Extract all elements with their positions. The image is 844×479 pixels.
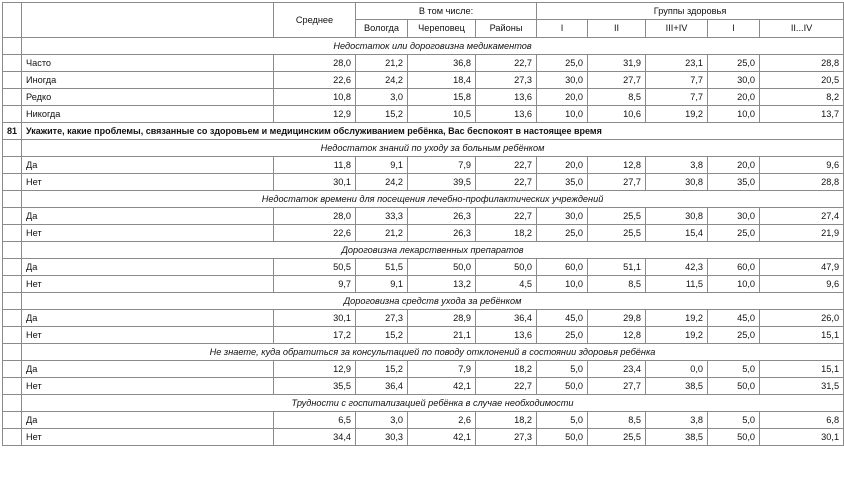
- row-num-cell: [3, 361, 22, 378]
- answer-label: Часто: [22, 55, 274, 72]
- answer-label: Нет: [22, 378, 274, 395]
- value-cell: 0,0: [646, 361, 708, 378]
- row-num-cell: [3, 429, 22, 446]
- row-num-cell: [3, 157, 22, 174]
- header-row-top: [3, 3, 844, 20]
- value-cell: 12,8: [588, 327, 646, 344]
- value-cell: 25,0: [537, 225, 588, 242]
- answer-label: Да: [22, 208, 274, 225]
- category-label: Недостаток знаний по уходу за больным ребёнком: [22, 140, 844, 157]
- value-cell: 47,9: [760, 259, 844, 276]
- answer-label: Да: [22, 157, 274, 174]
- value-cell: 50,0: [537, 378, 588, 395]
- value-cell: 3,0: [356, 89, 408, 106]
- value-cell: 22,7: [476, 174, 537, 191]
- value-cell: 45,0: [537, 310, 588, 327]
- value-cell: 7,7: [646, 72, 708, 89]
- row-num-cell: [3, 344, 22, 361]
- value-cell: 24,2: [356, 174, 408, 191]
- data-row: [3, 174, 844, 191]
- value-cell: 7,7: [646, 89, 708, 106]
- data-row: [3, 55, 844, 72]
- value-cell: 3,8: [646, 412, 708, 429]
- question-number: 81: [3, 123, 22, 140]
- value-cell: 13,6: [476, 106, 537, 123]
- value-cell: 10,0: [537, 276, 588, 293]
- row-num-cell: [3, 395, 22, 412]
- question-row: [3, 123, 844, 140]
- value-cell: 9,6: [760, 276, 844, 293]
- value-cell: 23,1: [646, 55, 708, 72]
- category-label: Трудности с госпитализацией ребёнка в случае необходимости: [22, 395, 844, 412]
- value-cell: 9,7: [274, 276, 356, 293]
- value-cell: 25,0: [708, 225, 760, 242]
- value-cell: 17,2: [274, 327, 356, 344]
- value-cell: 6,8: [760, 412, 844, 429]
- header-average: Среднее: [274, 3, 356, 38]
- value-cell: 12,9: [274, 106, 356, 123]
- question-text: Укажите, какие проблемы, связанные со здоровьем и медицинским обслуживанием ребёнка, Вас беспокоят в настоящее время: [22, 123, 844, 140]
- value-cell: 3,8: [646, 157, 708, 174]
- value-cell: 8,5: [588, 412, 646, 429]
- value-cell: 22,7: [476, 208, 537, 225]
- value-cell: 5,0: [708, 412, 760, 429]
- answer-label: Никогда: [22, 106, 274, 123]
- value-cell: 35,5: [274, 378, 356, 395]
- category-label: Недостаток или дороговизна медикаментов: [22, 38, 844, 55]
- data-row: [3, 72, 844, 89]
- value-cell: 2,6: [408, 412, 476, 429]
- category-label: Не знаете, куда обратиться за консультацией по поводу отклонений в состоянии здоровья ребёнка: [22, 344, 844, 361]
- answer-label: Редко: [22, 89, 274, 106]
- value-cell: 28,8: [760, 174, 844, 191]
- answer-label: Нет: [22, 174, 274, 191]
- value-cell: 50,0: [537, 429, 588, 446]
- value-cell: 8,2: [760, 89, 844, 106]
- value-cell: 39,5: [408, 174, 476, 191]
- row-num-cell: [3, 140, 22, 157]
- value-cell: 21,2: [356, 55, 408, 72]
- value-cell: 26,3: [408, 225, 476, 242]
- value-cell: 8,5: [588, 276, 646, 293]
- data-row: [3, 208, 844, 225]
- value-cell: 50,0: [708, 378, 760, 395]
- header-districts: Районы: [476, 20, 537, 38]
- value-cell: 15,2: [356, 327, 408, 344]
- data-row: [3, 412, 844, 429]
- value-cell: 15,1: [760, 361, 844, 378]
- value-cell: 21,9: [760, 225, 844, 242]
- value-cell: 18,2: [476, 361, 537, 378]
- value-cell: 22,7: [476, 157, 537, 174]
- row-num-cell: [3, 378, 22, 395]
- value-cell: 28,8: [760, 55, 844, 72]
- category-label: Дороговизна средств ухода за ребёнком: [22, 293, 844, 310]
- answer-label: Да: [22, 361, 274, 378]
- value-cell: 15,8: [408, 89, 476, 106]
- value-cell: 36,4: [476, 310, 537, 327]
- value-cell: 24,2: [356, 72, 408, 89]
- value-cell: 25,0: [537, 55, 588, 72]
- value-cell: 50,0: [476, 259, 537, 276]
- value-cell: 31,9: [588, 55, 646, 72]
- value-cell: 42,3: [646, 259, 708, 276]
- value-cell: 29,8: [588, 310, 646, 327]
- value-cell: 15,2: [356, 106, 408, 123]
- value-cell: 42,1: [408, 378, 476, 395]
- value-cell: 7,9: [408, 361, 476, 378]
- row-num-cell: [3, 72, 22, 89]
- survey-results-table: [2, 2, 844, 446]
- category-row: [3, 38, 844, 55]
- value-cell: 19,2: [646, 327, 708, 344]
- value-cell: 60,0: [537, 259, 588, 276]
- value-cell: 35,0: [708, 174, 760, 191]
- data-row: [3, 378, 844, 395]
- data-row: [3, 106, 844, 123]
- value-cell: 9,6: [760, 157, 844, 174]
- header-group-ii: II: [588, 20, 646, 38]
- answer-label: Нет: [22, 276, 274, 293]
- header-including: В том числе:: [356, 3, 537, 20]
- value-cell: 36,8: [408, 55, 476, 72]
- value-cell: 12,9: [274, 361, 356, 378]
- row-num-cell: [3, 106, 22, 123]
- row-num-cell: [3, 89, 22, 106]
- value-cell: 26,0: [760, 310, 844, 327]
- value-cell: 45,0: [708, 310, 760, 327]
- value-cell: 13,6: [476, 327, 537, 344]
- value-cell: 12,8: [588, 157, 646, 174]
- answer-label: Иногда: [22, 72, 274, 89]
- value-cell: 25,5: [588, 429, 646, 446]
- row-num-cell: [3, 55, 22, 72]
- value-cell: 15,1: [760, 327, 844, 344]
- row-num-cell: [3, 242, 22, 259]
- value-cell: 20,0: [537, 157, 588, 174]
- value-cell: 21,1: [408, 327, 476, 344]
- row-num-cell: [3, 310, 22, 327]
- value-cell: 27,7: [588, 72, 646, 89]
- value-cell: 30,8: [646, 174, 708, 191]
- value-cell: 10,6: [588, 106, 646, 123]
- answer-label: Да: [22, 259, 274, 276]
- value-cell: 30,1: [274, 310, 356, 327]
- value-cell: 4,5: [476, 276, 537, 293]
- value-cell: 27,3: [476, 72, 537, 89]
- value-cell: 15,2: [356, 361, 408, 378]
- value-cell: 5,0: [537, 361, 588, 378]
- data-row: [3, 259, 844, 276]
- value-cell: 11,8: [274, 157, 356, 174]
- category-label: Недостаток времени для посещения лечебно-профилактических учреждений: [22, 191, 844, 208]
- value-cell: 27,3: [476, 429, 537, 446]
- value-cell: 34,4: [274, 429, 356, 446]
- row-num-cell: [3, 225, 22, 242]
- value-cell: 26,3: [408, 208, 476, 225]
- value-cell: 20,0: [708, 89, 760, 106]
- category-row: [3, 293, 844, 310]
- header-blank-num: [3, 3, 22, 38]
- value-cell: 60,0: [708, 259, 760, 276]
- value-cell: 30,0: [537, 72, 588, 89]
- row-num-cell: [3, 276, 22, 293]
- answer-label: Нет: [22, 225, 274, 242]
- row-num-cell: [3, 38, 22, 55]
- category-row: [3, 242, 844, 259]
- value-cell: 50,0: [408, 259, 476, 276]
- value-cell: 27,7: [588, 174, 646, 191]
- value-cell: 30,1: [760, 429, 844, 446]
- value-cell: 38,5: [646, 429, 708, 446]
- value-cell: 25,0: [537, 327, 588, 344]
- value-cell: 35,0: [537, 174, 588, 191]
- header-group-ii-iv: II...IV: [760, 20, 844, 38]
- value-cell: 22,7: [476, 55, 537, 72]
- answer-label: Нет: [22, 429, 274, 446]
- data-row: [3, 361, 844, 378]
- value-cell: 18,4: [408, 72, 476, 89]
- value-cell: 51,5: [356, 259, 408, 276]
- value-cell: 30,0: [537, 208, 588, 225]
- value-cell: 19,2: [646, 106, 708, 123]
- value-cell: 5,0: [537, 412, 588, 429]
- value-cell: 18,2: [476, 225, 537, 242]
- row-num-cell: [3, 174, 22, 191]
- value-cell: 10,0: [708, 276, 760, 293]
- value-cell: 33,3: [356, 208, 408, 225]
- value-cell: 6,5: [274, 412, 356, 429]
- data-row: [3, 429, 844, 446]
- value-cell: 13,7: [760, 106, 844, 123]
- value-cell: 7,9: [408, 157, 476, 174]
- value-cell: 50,5: [274, 259, 356, 276]
- value-cell: 9,1: [356, 276, 408, 293]
- table-body: [3, 3, 844, 446]
- value-cell: 22,7: [476, 378, 537, 395]
- value-cell: 25,0: [708, 327, 760, 344]
- header-blank-label: [22, 3, 274, 38]
- value-cell: 38,5: [646, 378, 708, 395]
- answer-label: Да: [22, 310, 274, 327]
- data-row: [3, 225, 844, 242]
- value-cell: 23,4: [588, 361, 646, 378]
- value-cell: 18,2: [476, 412, 537, 429]
- answer-label: Да: [22, 412, 274, 429]
- value-cell: 50,0: [708, 429, 760, 446]
- value-cell: 27,3: [356, 310, 408, 327]
- value-cell: 15,4: [646, 225, 708, 242]
- row-num-cell: [3, 208, 22, 225]
- value-cell: 30,1: [274, 174, 356, 191]
- value-cell: 27,7: [588, 378, 646, 395]
- value-cell: 30,3: [356, 429, 408, 446]
- value-cell: 27,4: [760, 208, 844, 225]
- value-cell: 28,9: [408, 310, 476, 327]
- value-cell: 20,0: [537, 89, 588, 106]
- value-cell: 20,0: [708, 157, 760, 174]
- value-cell: 10,8: [274, 89, 356, 106]
- header-group-i: I: [537, 20, 588, 38]
- value-cell: 36,4: [356, 378, 408, 395]
- row-num-cell: [3, 412, 22, 429]
- category-row: [3, 140, 844, 157]
- value-cell: 22,6: [274, 225, 356, 242]
- value-cell: 8,5: [588, 89, 646, 106]
- data-row: [3, 89, 844, 106]
- value-cell: 19,2: [646, 310, 708, 327]
- value-cell: 25,5: [588, 225, 646, 242]
- row-num-cell: [3, 293, 22, 310]
- category-row: [3, 395, 844, 412]
- value-cell: 25,5: [588, 208, 646, 225]
- data-row: [3, 310, 844, 327]
- value-cell: 10,0: [708, 106, 760, 123]
- category-row: [3, 191, 844, 208]
- value-cell: 30,0: [708, 72, 760, 89]
- value-cell: 20,5: [760, 72, 844, 89]
- value-cell: 13,2: [408, 276, 476, 293]
- value-cell: 3,0: [356, 412, 408, 429]
- value-cell: 10,0: [537, 106, 588, 123]
- value-cell: 31,5: [760, 378, 844, 395]
- row-num-cell: [3, 191, 22, 208]
- row-num-cell: [3, 259, 22, 276]
- data-row: [3, 327, 844, 344]
- value-cell: 11,5: [646, 276, 708, 293]
- value-cell: 10,5: [408, 106, 476, 123]
- value-cell: 28,0: [274, 55, 356, 72]
- value-cell: 21,2: [356, 225, 408, 242]
- value-cell: 13,6: [476, 89, 537, 106]
- header-cherepovets: Череповец: [408, 20, 476, 38]
- header-group-i-alt: I: [708, 20, 760, 38]
- header-vologda: Вологда: [356, 20, 408, 38]
- value-cell: 30,8: [646, 208, 708, 225]
- value-cell: 42,1: [408, 429, 476, 446]
- data-row: [3, 276, 844, 293]
- row-num-cell: [3, 327, 22, 344]
- value-cell: 51,1: [588, 259, 646, 276]
- value-cell: 9,1: [356, 157, 408, 174]
- header-health-groups: Группы здоровья: [537, 3, 844, 20]
- category-row: [3, 344, 844, 361]
- answer-label: Нет: [22, 327, 274, 344]
- value-cell: 30,0: [708, 208, 760, 225]
- value-cell: 28,0: [274, 208, 356, 225]
- header-group-iii-iv: III+IV: [646, 20, 708, 38]
- data-row: [3, 157, 844, 174]
- value-cell: 22,6: [274, 72, 356, 89]
- value-cell: 5,0: [708, 361, 760, 378]
- value-cell: 25,0: [708, 55, 760, 72]
- category-label: Дороговизна лекарственных препаратов: [22, 242, 844, 259]
